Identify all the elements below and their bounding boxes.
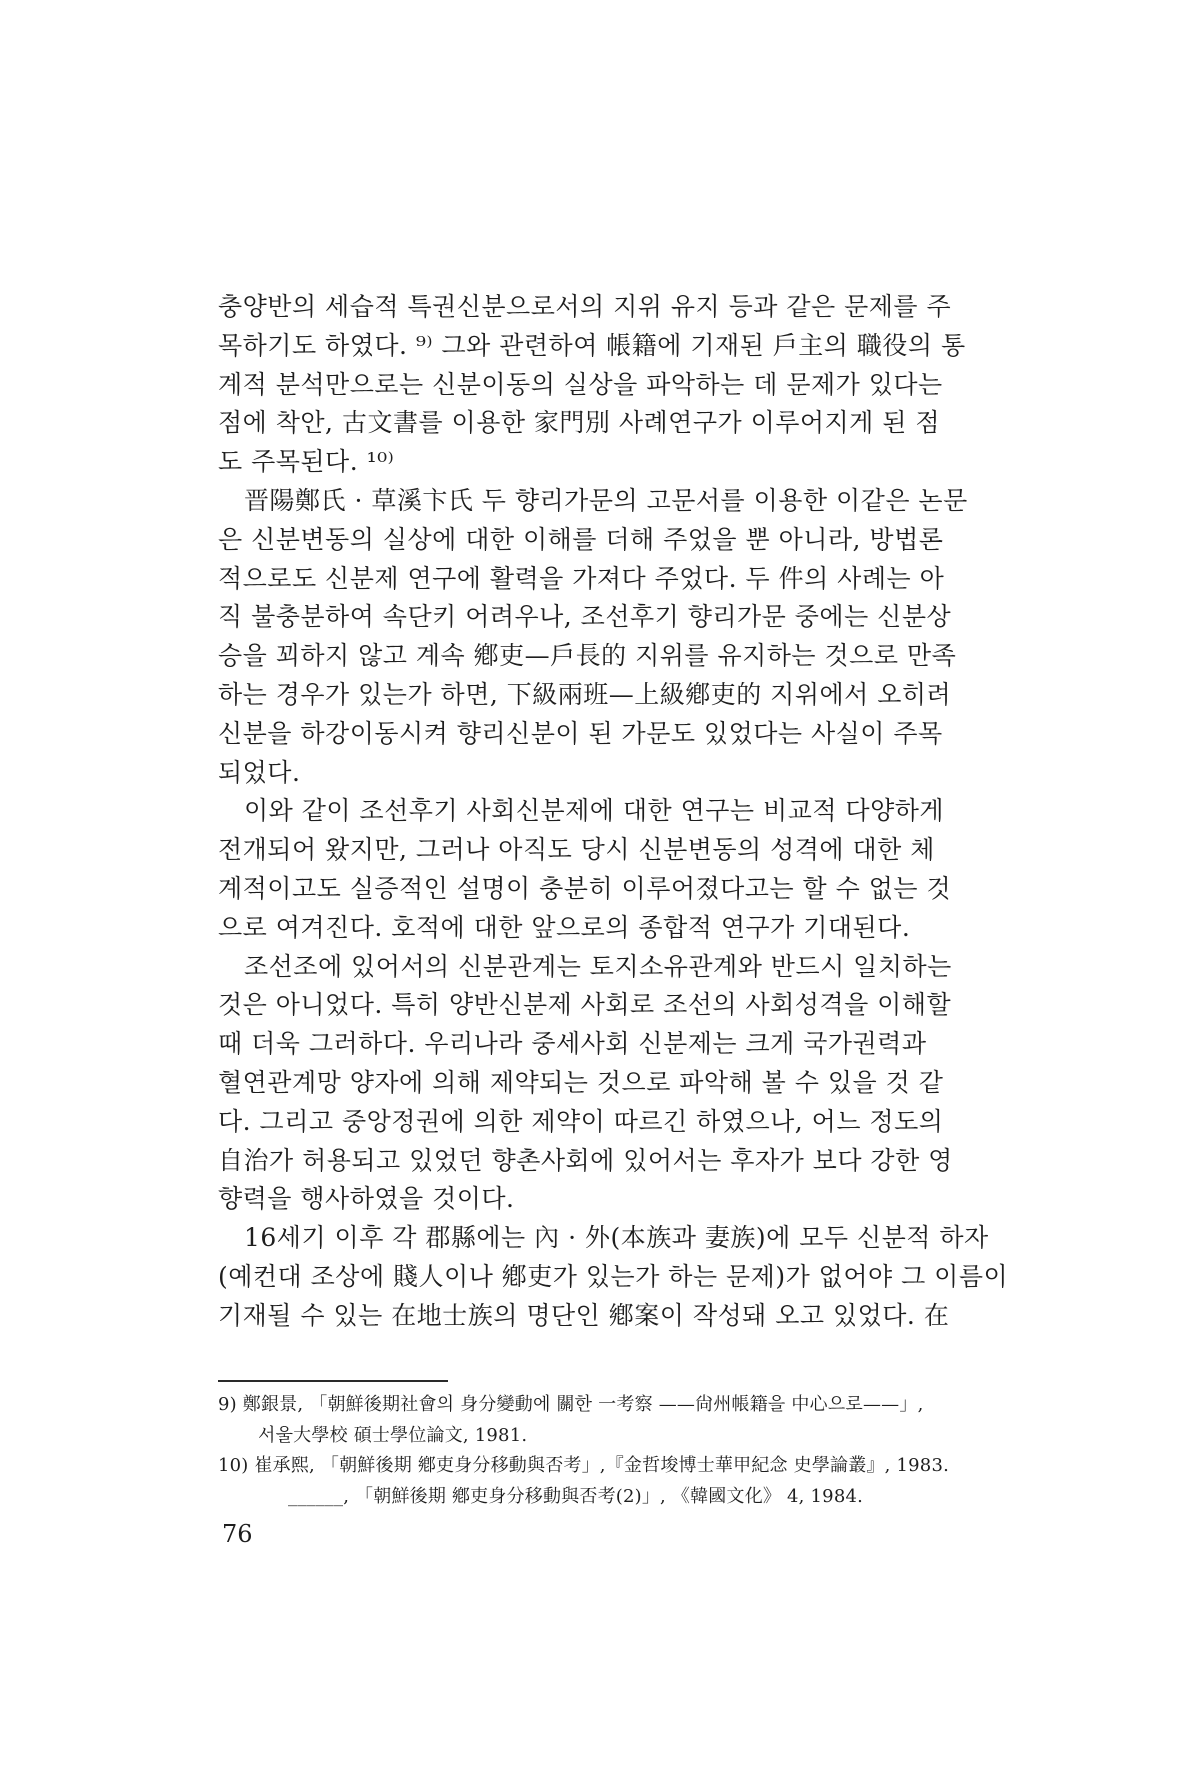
body-line: 晋陽鄭氏 · 草溪卞氏 두 향리가문의 고문서를 이용한 이같은 논문 bbox=[244, 485, 968, 515]
body-line: 직 불충분하여 속단키 어려우나, 조선후기 향리가문 중에는 신분상 bbox=[218, 602, 952, 632]
footnote-line: 9) 鄭銀景, 「朝鮮後期社會의 身分變動에 關한 一考察 ——尙州帳籍을 中心으로——」, bbox=[218, 1394, 924, 1415]
body-line: 은 신분변동의 실상에 대한 이해를 더해 주었을 뿐 아니라, 방법론 bbox=[218, 524, 944, 554]
body-line: (예컨대 조상에 賤人이나 鄕吏가 있는가 하는 문제)가 없어야 그 이름이 bbox=[218, 1261, 1009, 1291]
body-line: 신분을 하강이동시켜 향리신분이 된 가문도 있었다는 사실이 주목 bbox=[218, 718, 943, 748]
body-line: 으로 여겨진다. 호적에 대한 앞으로의 종합적 연구가 기대된다. bbox=[218, 912, 911, 942]
footnote-divider bbox=[218, 1380, 448, 1382]
page-number: 76 bbox=[222, 1520, 253, 1548]
body-line: 전개되어 왔지만, 그러나 아직도 당시 신분변동의 성격에 대한 체 bbox=[218, 835, 935, 865]
body-line: 도 주목된다. ¹⁰⁾ bbox=[218, 447, 395, 477]
footnote-line: 10) 崔承熙, 「朝鮮後期 鄕吏身分移動與否考」,『金哲埈博士華甲紀念 史學論叢』, 1983. bbox=[218, 1455, 950, 1476]
body-line: 향력을 행사하였을 것이다. bbox=[218, 1184, 515, 1214]
body-line: 계적이고도 실증적인 설명이 충분히 이루어졌다고는 할 수 없는 것 bbox=[218, 873, 952, 903]
body-line: 다. 그리고 중앙정권에 의한 제약이 따르긴 하였으나, 어느 정도의 bbox=[218, 1106, 944, 1136]
footnotes bbox=[218, 1390, 1038, 1512]
footnote-line: 서울大學校 碩士學位論文, 1981. bbox=[258, 1424, 528, 1446]
body-line: 이와 같이 조선후기 사회신분제에 대한 연구는 비교적 다양하게 bbox=[244, 796, 945, 826]
body-line: 승을 꾀하지 않고 계속 鄕吏—戶長的 지위를 유지하는 것으로 만족 bbox=[218, 641, 957, 671]
body-line: 되었다. bbox=[218, 757, 301, 787]
body-line: 점에 착안, 古文書를 이용한 家門別 사례연구가 이루어지게 된 점 bbox=[218, 408, 941, 438]
body-line: 조선조에 있어서의 신분관계는 토지소유관계와 반드시 일치하는 bbox=[244, 951, 952, 981]
body-line: 하는 경우가 있는가 하면, 下級兩班—上級鄕吏的 지위에서 오히려 bbox=[218, 679, 952, 709]
body-line: 自治가 허용되고 있었던 향촌사회에 있어서는 후자가 보다 강한 영 bbox=[218, 1145, 953, 1175]
body-text bbox=[218, 288, 1036, 1336]
body-line: 계적 분석만으로는 신분이동의 실상을 파악하는 데 문제가 있다는 bbox=[218, 369, 943, 399]
body-line: 적으로도 신분제 연구에 활력을 가져다 주었다. 두 件의 사례는 아 bbox=[218, 563, 945, 593]
body-line: 것은 아니었다. 특히 양반신분제 사회로 조선의 사회성격을 이해할 bbox=[218, 990, 952, 1020]
body-line: 때 더욱 그러하다. 우리나라 중세사회 신분제는 크게 국가권력과 bbox=[218, 1029, 927, 1059]
body-line: 혈연관계망 양자에 의해 제약되는 것으로 파악해 볼 수 있을 것 같 bbox=[218, 1067, 944, 1097]
body-line: 기재될 수 있는 在地士族의 명단인 鄕案이 작성돼 오고 있었다. 在 bbox=[218, 1300, 950, 1330]
body-line: 16세기 이후 각 郡縣에는 內 · 外(本族과 妻族)에 모두 신분적 하자 bbox=[244, 1223, 989, 1253]
footnote-line: ______, 「朝鮮後期 鄕吏身分移動與否考(2)」, 《韓國文化》 4, 1984. bbox=[288, 1485, 864, 1507]
body-line: 충양반의 세습적 특권신분으로서의 지위 유지 등과 같은 문제를 주 bbox=[218, 292, 952, 321]
body-line: 목하기도 하였다. ⁹⁾ 그와 관련하여 帳籍에 기재된 戶主의 職役의 통 bbox=[218, 330, 966, 360]
